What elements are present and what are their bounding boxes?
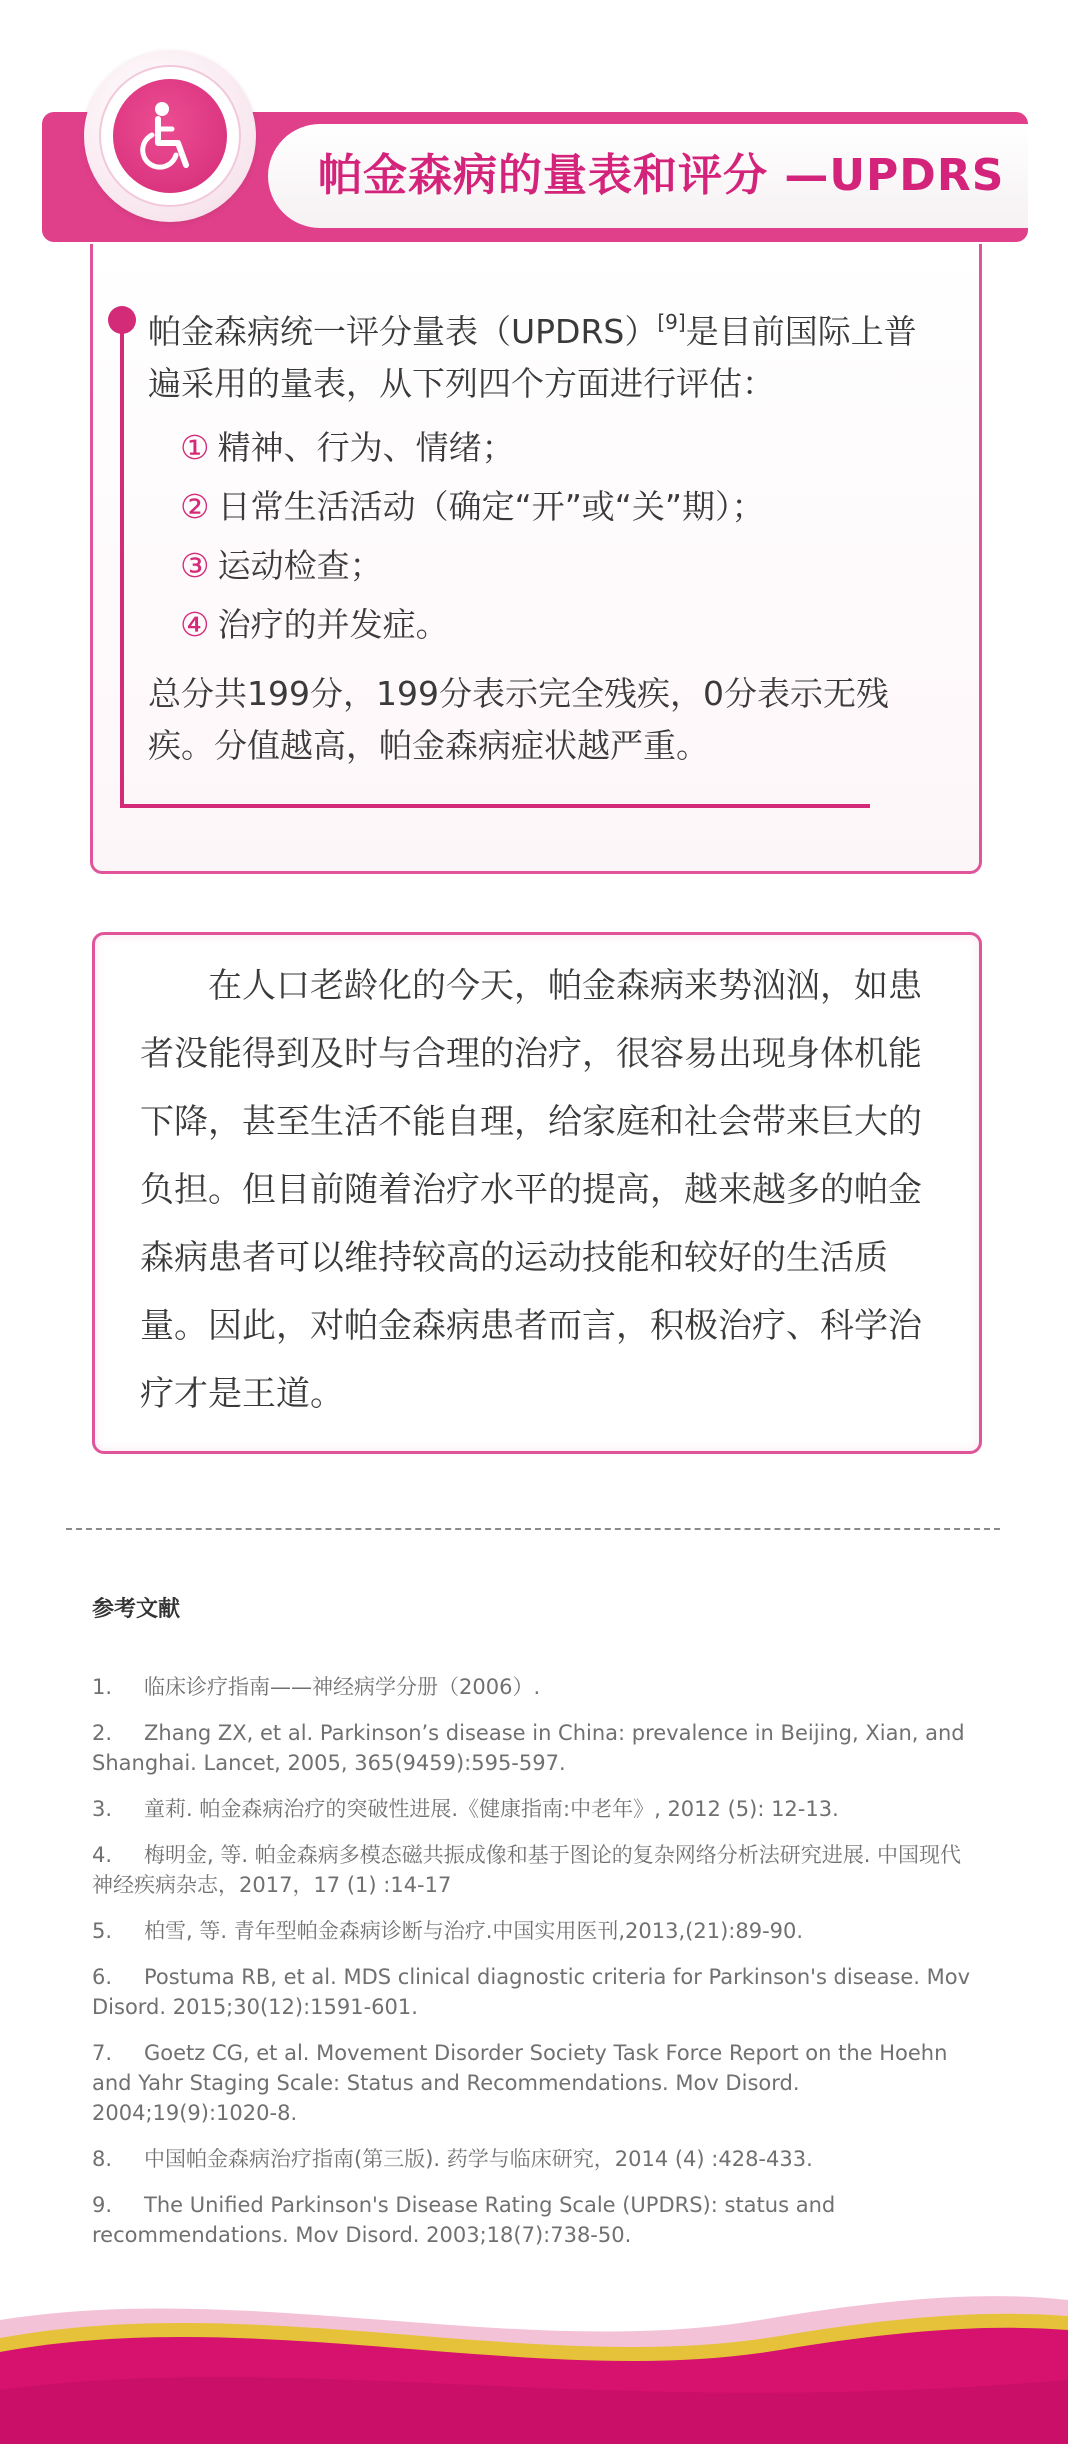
reference-item: 8. 中国帕金森病治疗指南(第三版). 药学与临床研究，2014 (4) :428-433. xyxy=(92,2147,813,2171)
assessment-item: ③ 运动检查； xyxy=(180,546,383,585)
bullet-dot xyxy=(108,306,136,334)
reference-item: 7. Goetz CG, et al. Movement Disorder Society Task Force Report on the Hoehn and Yahr Staging Scale: Status and Recommendations. Mov Disord. 2004;19(9):1020-8. xyxy=(92,2041,948,2125)
bottom-wave-decoration xyxy=(0,2280,1068,2444)
dashed-divider xyxy=(66,1528,1000,1530)
reference-item: 2. Zhang ZX, et al. Parkinson’s disease in China: prevalence in Beijing, Xian, and Shanghai. Lancet, 2005, 365(9459):595-597. xyxy=(92,1721,965,1775)
assessment-item: ④ 治疗的并发症。 xyxy=(180,605,449,644)
reference-item: 5. 柏雪, 等. 青年型帕金森病诊断与治疗.中国实用医刊,2013,(21):89-90. xyxy=(92,1919,804,1943)
reference-item: 4. 梅明金, 等. 帕金森病多模态磁共振成像和基于图论的复杂网络分析法研究进展. 中国现代神经疾病杂志，2017，17 (1) :14-17 xyxy=(92,1843,962,1897)
references-list xyxy=(92,1672,982,2266)
reference-item: 6. Postuma RB, et al. MDS clinical diagnostic criteria for Parkinson's disease. Mov Disord. 2015;30(12):1591-601. xyxy=(92,1965,971,2019)
assessment-item: ① 精神、行为、情绪； xyxy=(180,428,515,467)
score-summary: 总分共199分，199分表示完全残疾，0分表示无残疾。分值越高，帕金森病症状越严重。 xyxy=(148,674,889,765)
reference-item: 9. The Unified Parkinson's Disease Rating Scale (UPDRS): status and recommendations. Mov Disord. 2003;18(7):738-50. xyxy=(92,2193,836,2247)
wheelchair-icon xyxy=(113,79,227,193)
treatment-paragraph: 在人口老龄化的今天，帕金森病来势汹汹，如患者没能得到及时与合理的治疗，很容易出现身体机能下降，甚至生活不能自理，给家庭和社会带来巨大的负担。但目前随着治疗水平的提高，越来越多的帕金森病患者可以维持较高的运动技能和较好的生活质量。因此，对帕金森病患者而言，积极治疗、科学治疗才是王道。 xyxy=(140,966,922,1414)
reference-item: 3. 童莉. 帕金森病治疗的突破性进展.《健康指南:中老年》, 2012 (5): 12-13. xyxy=(92,1797,839,1821)
references-title: 参考文献 xyxy=(92,1597,181,1622)
citation-superscript: [9] xyxy=(657,310,686,334)
assessment-item: ② 日常生活活动（确定“开”或“关”期）； xyxy=(180,487,765,526)
page-title: 帕金森病的量表和评分 —UPDRS xyxy=(318,150,1005,201)
reference-item: 1. 临床诊疗指南——神经病学分册（2006）. xyxy=(92,1675,541,1699)
updrs-intro: 帕金森病统一评分量表（UPDRS）[9]是目前国际上普遍采用的量表，从下列四个方面进行评估： xyxy=(148,310,917,403)
